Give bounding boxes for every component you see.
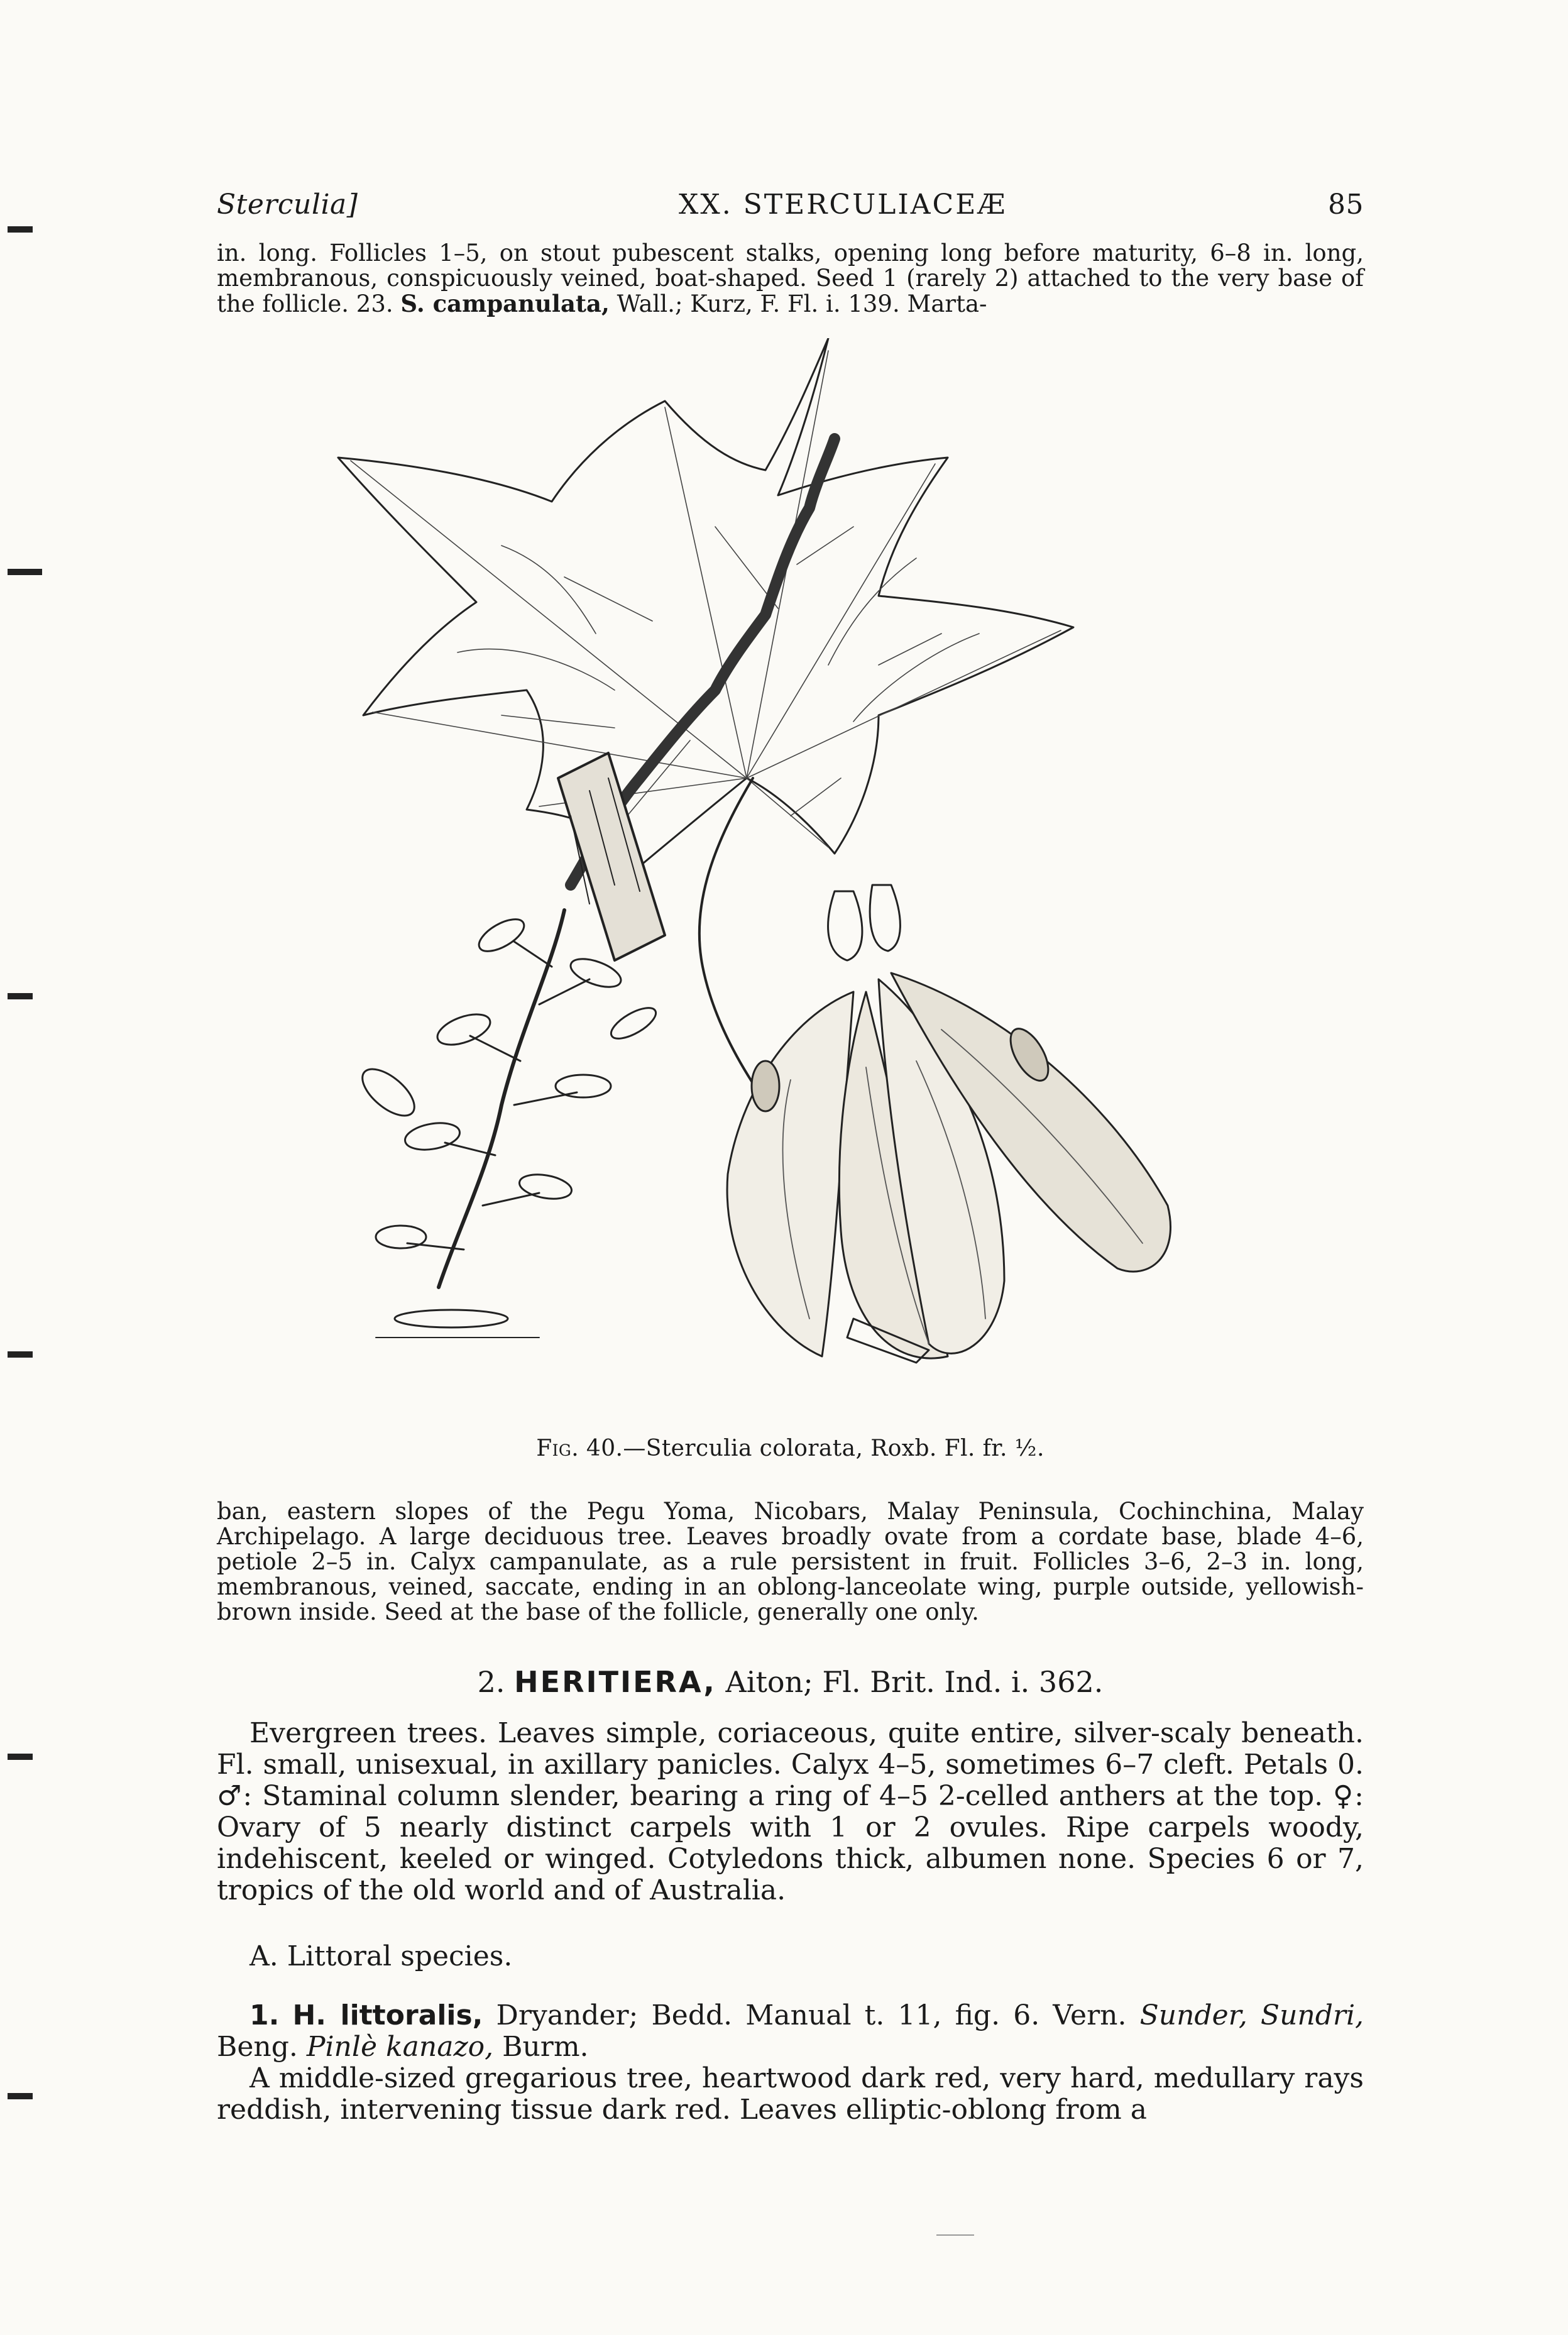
margin-mark (8, 226, 33, 233)
margin-mark (8, 1351, 33, 1358)
figure-caption (217, 1436, 1364, 1461)
species-name-heritiera: H. littoralis, (292, 1999, 483, 2031)
genus-author: Aiton; Fl. Brit. Ind. i. 362. (725, 1665, 1104, 1699)
top-paragraph (217, 241, 1364, 317)
genus-name: HERITIERA, (514, 1665, 716, 1699)
running-head-left: Sterculia] (217, 189, 358, 221)
species-description: A middle-sized gregarious tree, heartwood dark red, very hard, medullary rays reddish, intervening tissue dark red. Leaves elliptic-oblong from a (217, 2062, 1364, 2126)
genus-heading (217, 1665, 1364, 1699)
follicle-fruits (727, 973, 1170, 1363)
page-foot-mark (936, 2234, 974, 2236)
flower-panicle (354, 910, 660, 1338)
section-label: A. Littoral species. (249, 1940, 513, 1972)
vernacular-burmese: Pinlè kanazo, (306, 2031, 494, 2063)
margin-mark (8, 1754, 33, 1760)
species-name: S. campanulata, (400, 290, 610, 317)
page-number: 85 (1327, 189, 1364, 221)
running-head (217, 189, 1364, 221)
vernacular-burmese-lang: Burm. (502, 2031, 589, 2063)
figure-caption-text: 40.—Sterculia colorata, Roxb. Fl. fr. ½. (586, 1436, 1044, 1461)
running-head-title: XX. STERCULIACEÆ (679, 189, 1007, 221)
margin-mark (8, 2093, 33, 2099)
margin-mark (8, 993, 33, 999)
species-authority: Dryander; Bedd. Manual t. 11, fig. 6. Vern. (496, 1999, 1127, 2031)
top-paragraph-text: in. long. Follicles 1–5, on stout pubescent stalks, opening long before maturity, 6–8 in. long, membranous, conspicuously veined, boat-shaped. Seed 1 (rarely 2) attached to the very base of the follicle. 23. (217, 239, 1364, 317)
top-paragraph-tail: Wall.; Kurz, F. Fl. i. 139. Marta- (617, 290, 987, 317)
after-figure-paragraph: ban, eastern slopes of the Pegu Yoma, Nicobars, Malay Peninsula, Cochinchina, Malay Archipelago. A large deciduous tree. Leaves broadly ovate from a cordate base, blade 4–6, petiole 2–5 in. Calyx campanulate, as a rule persistent in fruit. Follicles 3–6, 2–3 in. long, membranous, veined, saccate, ending in an oblong-lanceolate wing, purple outside, yellowish-brown inside. Seed at the base of the follicle, generally one only. (217, 1498, 1364, 1625)
sterculia-illustration (313, 338, 1268, 1419)
figure-caption-prefix: Fig. (536, 1436, 579, 1461)
species-entry (217, 2000, 1364, 2063)
leaf-outline (338, 338, 1073, 866)
margin-mark (8, 569, 42, 575)
species-number: 1. (249, 1999, 280, 2031)
vernacular-bengali-lang: Beng. (217, 2031, 298, 2063)
genus-description: Evergreen trees. Leaves simple, coriaceous, quite entire, silver-scaly beneath. Fl. small, unisexual, in axillary panicles. Calyx 4–5, sometimes 6–7 cleft. Petals 0. ♂: Staminal column slender, bearing a ring of 4–5 2-celled anthers at the top. ♀: Ovary of 5 nearly distinct carpels with 1 or 2 ovules. Ripe carpels woody, indehiscent, keeled or winged. Cotyledons thick, albumen none. Species 6 or 7, tropics of the old world and of Australia. (217, 1717, 1364, 1906)
vernacular-bengali: Sunder, Sundri, (1139, 1999, 1364, 2031)
genus-number: 2. (477, 1665, 505, 1699)
book-page (217, 189, 1364, 2153)
botanical-figure (313, 338, 1268, 1419)
